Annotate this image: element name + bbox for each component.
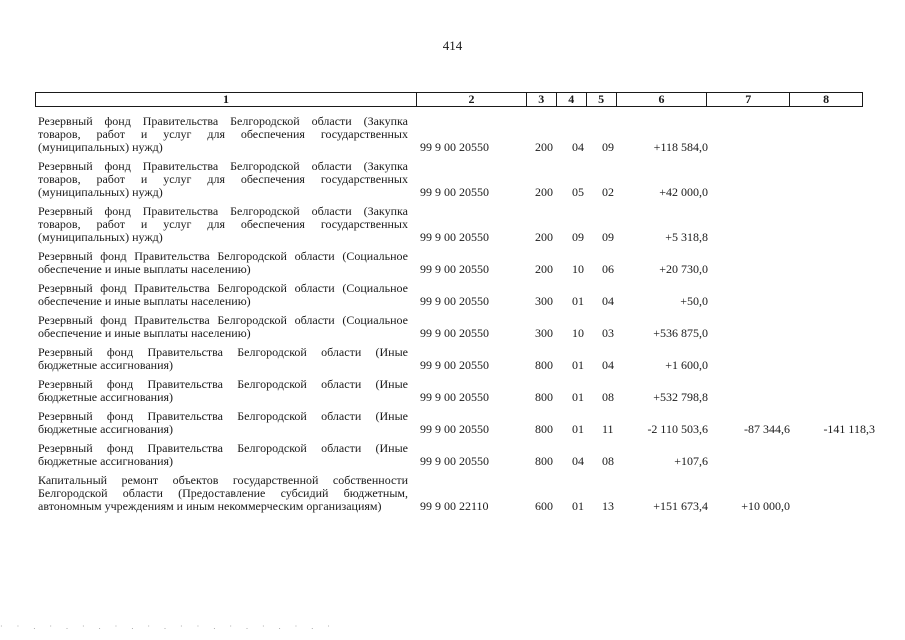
table-row <box>38 378 878 404</box>
row-col-4: 09 <box>572 230 584 244</box>
row-col-4: 01 <box>572 294 584 308</box>
row-value-7: +10 000,0 <box>741 499 790 513</box>
row-code: 99 9 00 20550 <box>420 294 489 308</box>
table-row <box>38 250 878 276</box>
row-description: Резервный фонд Правительства Белгородской области (Закупка товаров, работ и услуг для обеспечения государственных (муниципальных) нужд) <box>38 204 408 244</box>
scan-noise: · · . · . · . · . · . · · . · . · . · . · <box>0 622 336 631</box>
row-col-5: 04 <box>602 294 614 308</box>
row-value-6: +42 000,0 <box>659 185 708 199</box>
row-col-5: 06 <box>602 262 614 276</box>
row-col-4: 10 <box>572 262 584 276</box>
row-col-3: 800 <box>535 454 553 468</box>
column-header-7: 7 <box>707 93 790 106</box>
row-value-6: +532 798,8 <box>653 390 708 404</box>
column-header-2: 2 <box>417 93 527 106</box>
table-row <box>38 346 878 372</box>
row-description: Капитальный ремонт объектов государственной собственности Белгородской области (Предоставление субсидий бюджетным, автономным учреждениям и иным некоммерческим организациям) <box>38 473 408 513</box>
row-col-5: 02 <box>602 185 614 199</box>
row-value-6: +151 673,4 <box>653 499 708 513</box>
row-col-3: 300 <box>535 294 553 308</box>
row-col-3: 200 <box>535 262 553 276</box>
table-row <box>38 205 878 244</box>
column-header-1: 1 <box>36 93 417 106</box>
row-description: Резервный фонд Правительства Белгородской области (Иные бюджетные ассигнования) <box>38 441 408 468</box>
row-col-5: 11 <box>602 422 614 436</box>
row-code: 99 9 00 20550 <box>420 140 489 154</box>
row-col-4: 01 <box>572 499 584 513</box>
row-code: 99 9 00 20550 <box>420 262 489 276</box>
row-description: Резервный фонд Правительства Белгородской области (Социальное обеспечение и иные выплаты населению) <box>38 281 408 308</box>
column-header-6: 6 <box>617 93 708 106</box>
row-code: 99 9 00 20550 <box>420 326 489 340</box>
table-row <box>38 474 878 513</box>
row-code: 99 9 00 22110 <box>420 499 489 513</box>
table-row <box>38 160 878 199</box>
table-row <box>38 115 878 154</box>
row-description: Резервный фонд Правительства Белгородской области (Социальное обеспечение и иные выплаты населению) <box>38 313 408 340</box>
row-value-8: -141 118,3 <box>823 422 875 436</box>
column-header-8: 8 <box>823 92 830 106</box>
row-description: Резервный фонд Правительства Белгородской области (Закупка товаров, работ и услуг для обеспечения государственных (муниципальных) нужд) <box>38 114 408 154</box>
row-code: 99 9 00 20550 <box>420 390 489 404</box>
row-value-6: +118 584,0 <box>653 140 708 154</box>
row-col-5: 09 <box>602 230 614 244</box>
row-col-4: 04 <box>572 140 584 154</box>
row-code: 99 9 00 20550 <box>420 422 489 436</box>
row-col-4: 10 <box>572 326 584 340</box>
row-description: Резервный фонд Правительства Белгородской области (Иные бюджетные ассигнования) <box>38 409 408 436</box>
row-value-6: +536 875,0 <box>653 326 708 340</box>
row-col-5: 08 <box>602 454 614 468</box>
row-value-6: +5 318,8 <box>665 230 708 244</box>
row-col-3: 800 <box>535 390 553 404</box>
row-code: 99 9 00 20550 <box>420 230 489 244</box>
row-col-3: 800 <box>535 422 553 436</box>
row-col-3: 200 <box>535 140 553 154</box>
row-code: 99 9 00 20550 <box>420 185 489 199</box>
row-col-4: 01 <box>572 390 584 404</box>
row-col-3: 300 <box>535 326 553 340</box>
table-row <box>38 410 878 436</box>
table-row <box>38 442 878 468</box>
row-code: 99 9 00 20550 <box>420 358 489 372</box>
row-value-6: +1 600,0 <box>665 358 708 372</box>
row-col-5: 09 <box>602 140 614 154</box>
row-col-4: 01 <box>572 358 584 372</box>
table-row <box>38 314 878 340</box>
row-code: 99 9 00 20550 <box>420 454 489 468</box>
row-col-5: 03 <box>602 326 614 340</box>
row-col-5: 13 <box>602 499 614 513</box>
row-col-4: 05 <box>572 185 584 199</box>
row-value-6: -2 110 503,6 <box>647 422 708 436</box>
row-col-3: 800 <box>535 358 553 372</box>
table-header <box>35 92 863 107</box>
row-col-3: 200 <box>535 230 553 244</box>
column-header-4: 4 <box>557 93 587 106</box>
page-number: 414 <box>442 38 463 53</box>
row-value-6: +107,6 <box>674 454 708 468</box>
row-description: Резервный фонд Правительства Белгородской области (Закупка товаров, работ и услуг для обеспечения государственных (муниципальных) нужд) <box>38 159 408 199</box>
row-description: Резервный фонд Правительства Белгородской области (Социальное обеспечение и иные выплаты населению) <box>38 249 408 276</box>
row-value-7: -87 344,6 <box>744 422 790 436</box>
row-col-3: 600 <box>535 499 553 513</box>
row-value-6: +50,0 <box>680 294 708 308</box>
row-description: Резервный фонд Правительства Белгородской области (Иные бюджетные ассигнования) <box>38 345 408 372</box>
row-value-6: +20 730,0 <box>659 262 708 276</box>
row-col-4: 01 <box>572 422 584 436</box>
column-header-3: 3 <box>527 93 557 106</box>
table-body <box>38 115 878 519</box>
column-header-5: 5 <box>587 93 617 106</box>
row-col-3: 200 <box>535 185 553 199</box>
row-col-5: 08 <box>602 390 614 404</box>
row-description: Резервный фонд Правительства Белгородской области (Иные бюджетные ассигнования) <box>38 377 408 404</box>
row-col-5: 04 <box>602 358 614 372</box>
table-row <box>38 282 878 308</box>
row-col-4: 04 <box>572 454 584 468</box>
